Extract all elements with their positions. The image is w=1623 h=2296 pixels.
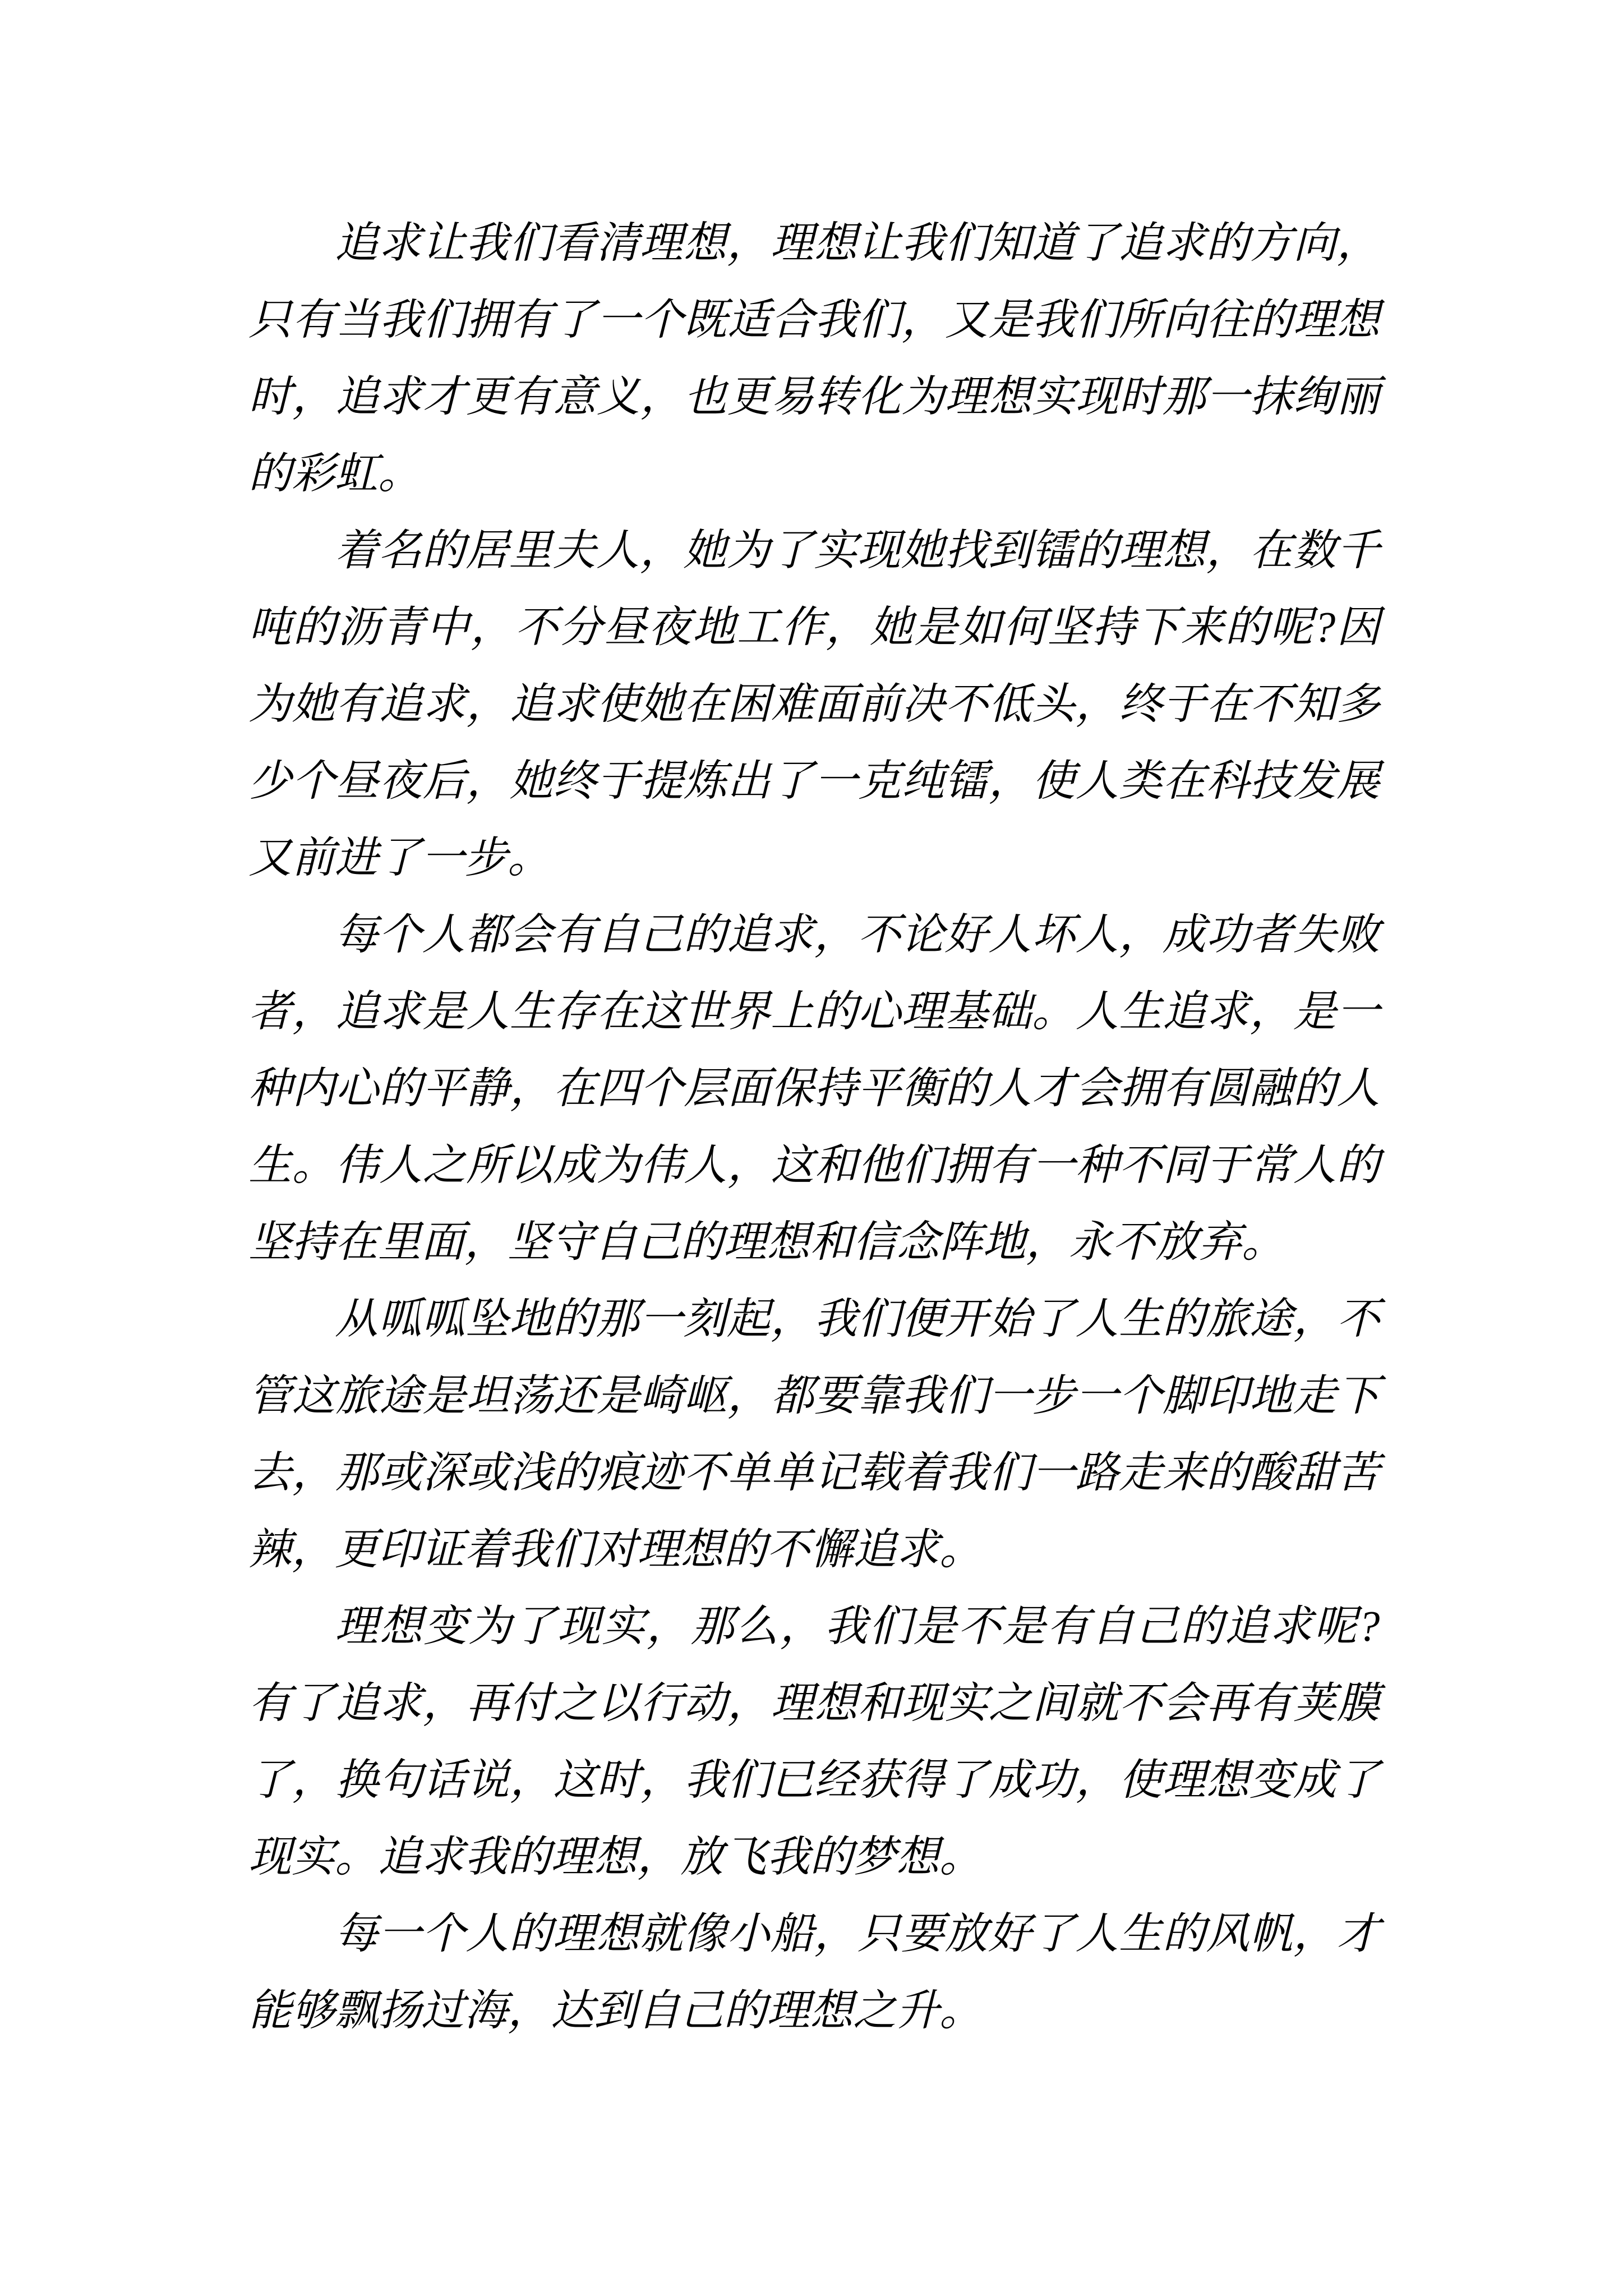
paragraph-1: 追求让我们看清理想，理想让我们知道了追求的方向，只有当我们拥有了一个既适合我们，又是我们所向往的理想时，追求才更有意义，也更易转化为理想实现时那一抹绚丽的彩虹。 [248,219,1380,498]
paragraph-4: 从呱呱坠地的那一刻起，我们便开始了人生的旅途，不管这旅途是坦荡还是崎岖，都要靠我们一步一个脚印地走下去，那或深或浅的痕迹不单单记载着我们一路走来的酸甜苦辣，更印证着我们对理想的不懈追求。 [248,1295,1380,1573]
paragraph-3: 每个人都会有自己的追求，不论好人坏人，成功者失败者，追求是人生存在这世界上的心理基础。人生追求，是一种内心的平静，在四个层面保持平衡的人才会拥有圆融的人生。伟人之所以成为伟人，这和他们拥有一种不同于常人的坚持在里面，坚守自己的理想和信念阵地，永不放弃。 [248,910,1380,1266]
paragraph-6: 每一个人的理想就像小船，只要放好了人生的风帆，才能够飘扬过海，达到自己的理想之升。 [248,1910,1380,2035]
paragraph-5: 理想变为了现实，那么，我们是不是有自己的追求呢?有了追求，再付之以行动，理想和现实之间就不会再有荚膜了，换句话说，这时，我们已经获得了成功，使理想变成了现实。追求我的理想，放飞我的梦想。 [248,1602,1380,1881]
essay-body [248,205,1380,2049]
paragraph-2: 着名的居里夫人，她为了实现她找到镭的理想，在数千吨的沥青中，不分昼夜地工作，她是如何坚持下来的呢?因为她有追求，追求使她在困难面前决不低头，终于在不知多少个昼夜后，她终于提炼出了一克纯镭，使人类在科技发展又前进了一步。 [248,526,1380,882]
